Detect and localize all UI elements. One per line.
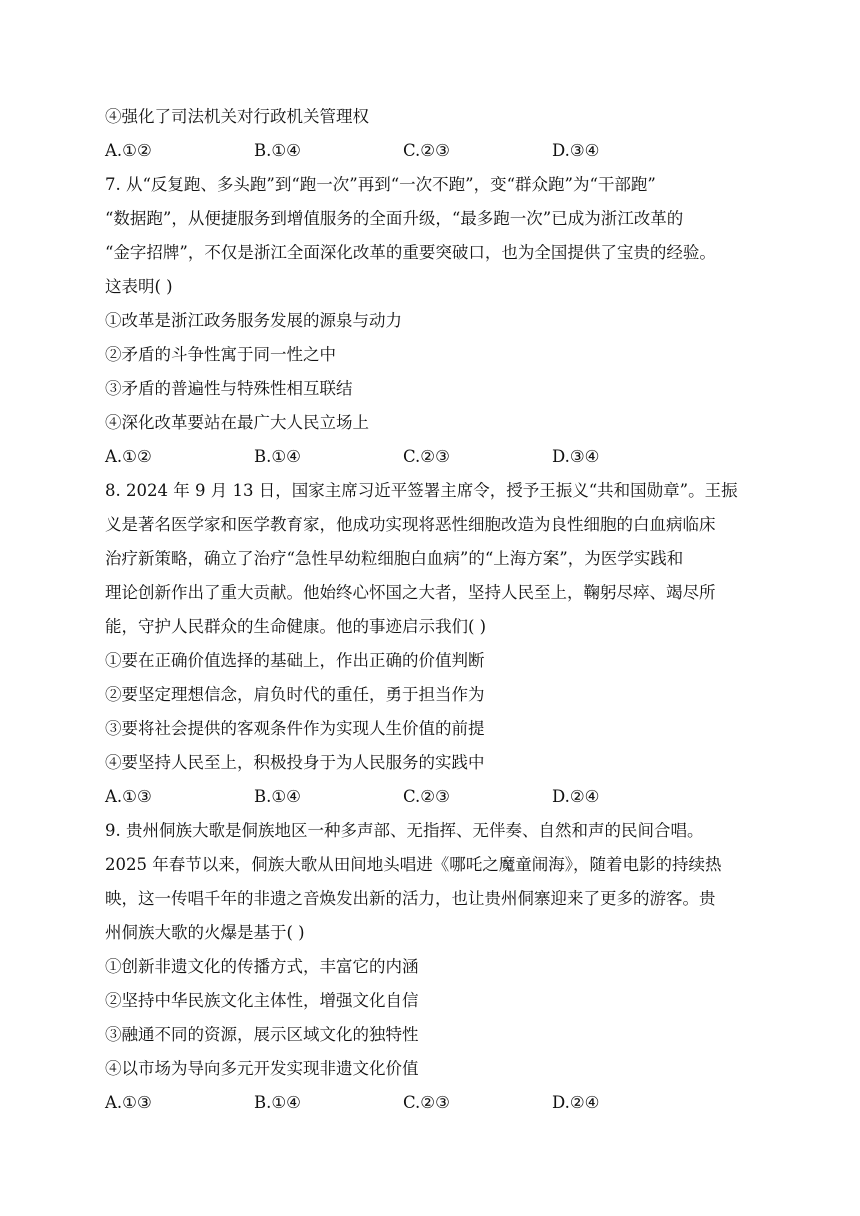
q8-stem-line: 能，守护人民群众的生命健康。他的事迹启示我们( ) [105,617,487,636]
q9-stem-line: 州侗族大歌的火爆是基于( ) [105,923,305,942]
q9-option-c[interactable]: C.②③ [403,1093,450,1112]
q7-option-c[interactable]: C.②③ [403,447,450,466]
q8-stem-line: 治疗新策略，确立了治疗“急性早幼粒细胞白血病”的“上海方案”，为医学实践和 [105,549,684,568]
q9-option-b[interactable]: B.①④ [254,1093,301,1112]
q9-statement-1: ①创新非遗文化的传播方式，丰富它的内涵 [105,957,419,976]
q9-stem-line: 9. 贵州侗族大歌是侗族地区一种多声部、无指挥、无伴奏、自然和声的民间合唱。 [105,821,704,840]
question-8 [105,474,765,814]
q9-stem-line: 映，这一传唱千年的非遗之音焕发出新的活力，也让贵州侗寨迎来了更多的游客。贵 [105,889,716,908]
q7-stem-line: 7. 从“反复跑、多头跑”到“跑一次”再到“一次不跑”，变“群众跑”为“干部跑” [105,175,656,194]
q9-option-d[interactable]: D.②④ [552,1093,600,1112]
q8-option-b[interactable]: B.①④ [254,787,301,806]
question-9 [105,814,765,1120]
q8-options [105,780,765,814]
q7-stem-line: “金字招牌”，不仅是浙江全面深化改革的重要突破口，也为全国提供了宝贵的经验。 [105,243,716,262]
q7-statement-3: ③矛盾的普遍性与特殊性相互联结 [105,379,353,398]
q8-statement-2: ②要坚定理想信念，肩负时代的重任，勇于担当作为 [105,685,485,704]
exam-page [105,100,765,1120]
q8-option-d[interactable]: D.②④ [552,787,600,806]
q8-stem-line: 理论创新作出了重大贡献。他始终心怀国之大者，坚持人民至上，鞠躬尽瘁、竭尽所 [105,583,716,602]
q7-stem-line: 这表明( ) [105,277,173,296]
q8-statement-1: ①要在正确价值选择的基础上，作出正确的价值判断 [105,651,485,670]
q7-option-d[interactable]: D.③④ [552,447,600,466]
q9-statement-2: ②坚持中华民族文化主体性，增强文化自信 [105,991,419,1010]
q6-options [105,134,765,168]
q8-option-c[interactable]: C.②③ [403,787,450,806]
q9-statement-4: ④以市场为导向多元开发实现非遗文化价值 [105,1059,419,1078]
q6-option-d[interactable]: D.③④ [552,141,600,160]
q7-stem-line: “数据跑”，从便捷服务到增值服务的全面升级，“最多跑一次”已成为浙江改革的 [105,209,684,228]
q8-stem-line: 8. 2024 年 9 月 13 日，国家主席习近平签署主席令，授予王振义“共和国勋章”。王振 [105,481,738,500]
q9-options [105,1086,765,1120]
q8-option-a[interactable]: A.①③ [105,787,152,806]
q6-option-a[interactable]: A.①② [105,141,152,160]
q9-statement-3: ③融通不同的资源，展示区域文化的独特性 [105,1025,419,1044]
q8-stem-line: 义是著名医学家和医学教育家，他成功实现将恶性细胞改造为良性细胞的白血病临床 [105,515,716,534]
q8-statement-3: ③要将社会提供的客观条件作为实现人生价值的前提 [105,719,485,738]
q7-statement-2: ②矛盾的斗争性寓于同一性之中 [105,345,336,364]
q8-statement-4: ④要坚持人民至上，积极投身于为人民服务的实践中 [105,753,485,772]
q7-statement-4: ④深化改革要站在最广大人民立场上 [105,413,369,432]
q9-option-a[interactable]: A.①③ [105,1093,152,1112]
q6-statement-4: ④强化了司法机关对行政机关管理权 [105,107,369,126]
q7-options [105,440,765,474]
q9-stem-line: 2025 年春节以来，侗族大歌从田间地头唱进《哪吒之魔童闹海》，随着电影的持续热 [105,855,722,874]
q7-statement-1: ①改革是浙江政务服务发展的源泉与动力 [105,311,402,330]
q7-option-a[interactable]: A.①② [105,447,152,466]
q6-option-c[interactable]: C.②③ [403,141,450,160]
q7-option-b[interactable]: B.①④ [254,447,301,466]
question-6 [105,100,765,168]
q6-option-b[interactable]: B.①④ [254,141,301,160]
question-7 [105,168,765,474]
